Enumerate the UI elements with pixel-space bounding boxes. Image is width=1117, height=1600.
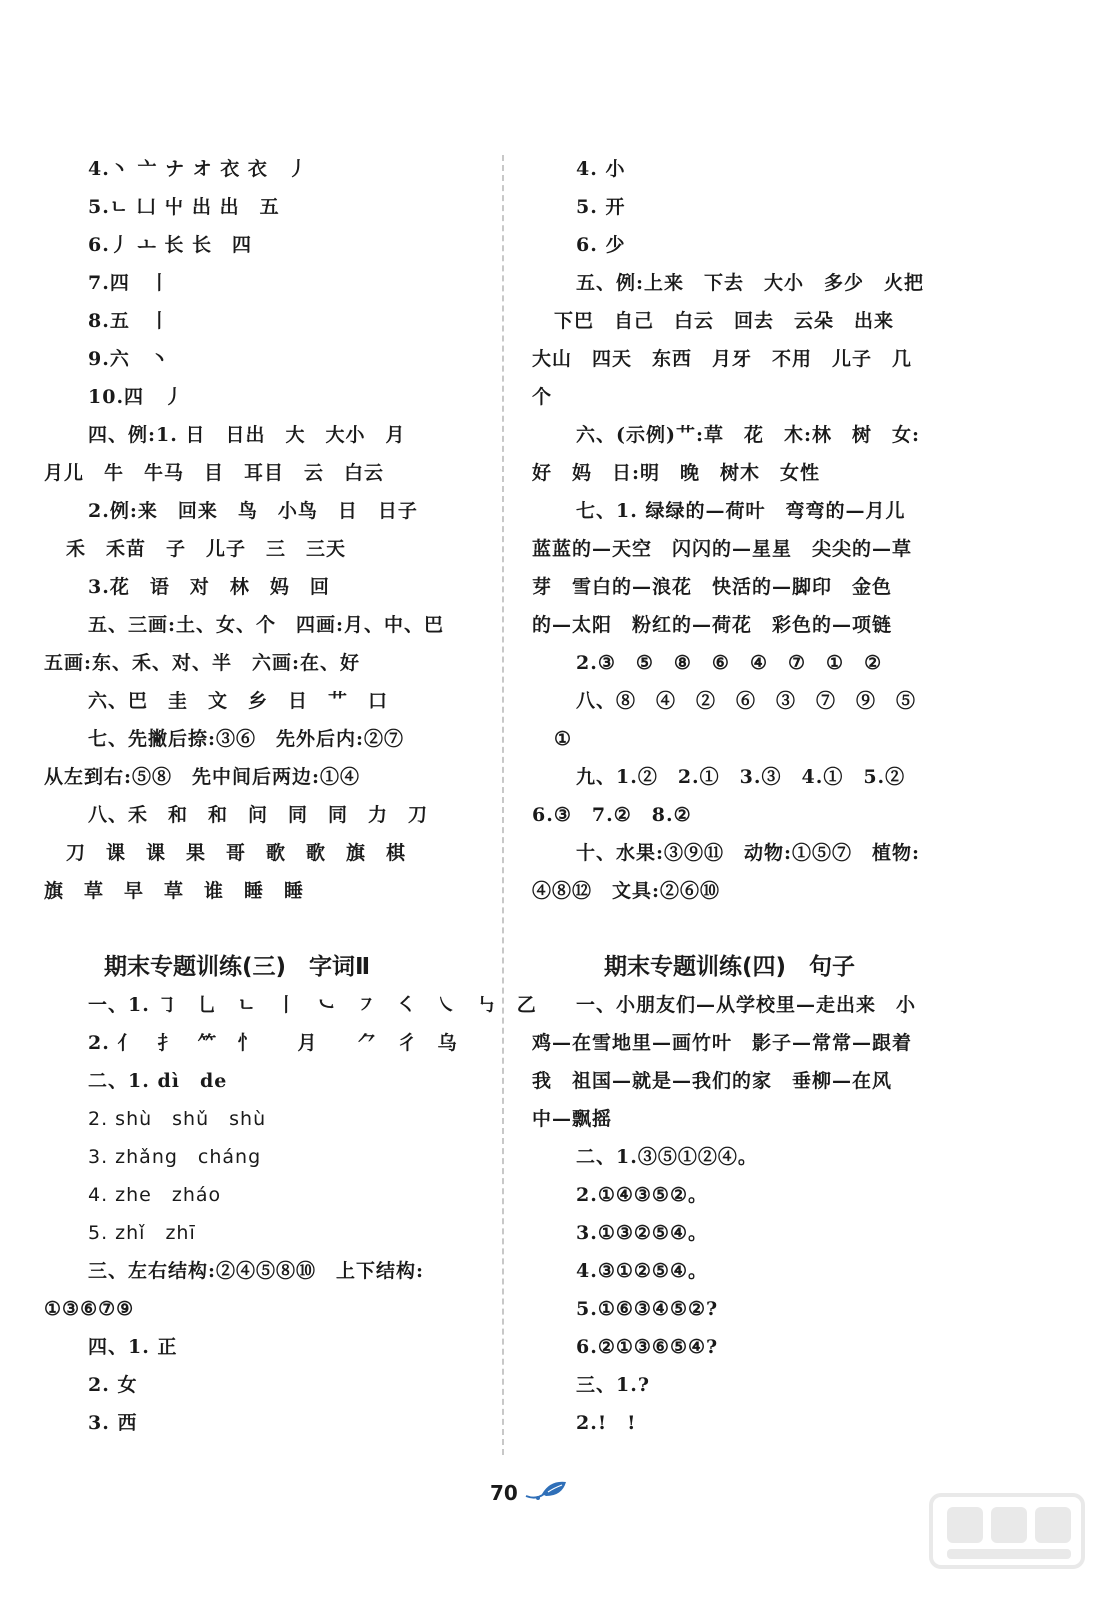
- section-heading: 期末专题训练(三) 字词Ⅱ: [104, 954, 371, 980]
- answer-line: 三、左右结构:②④⑤⑧⑩ 上下结构:: [88, 1260, 425, 1282]
- answer-line: 2.! !: [576, 1412, 637, 1434]
- answer-line: 6.③ 7.② 8.②: [532, 804, 692, 826]
- answer-line: 7.四 丨: [88, 272, 170, 294]
- answer-line: 6.丿 ㅗ 长 长 四: [88, 234, 253, 256]
- answer-line: 二、1.③⑤①②④。: [576, 1146, 758, 1168]
- answer-line: 月儿 牛 牛马 目 耳目 云 白云: [44, 462, 385, 484]
- answer-line: 10.四 丿: [88, 386, 185, 408]
- answer-line: 5.ㄴ 凵 屮 出 出 五: [88, 196, 280, 218]
- answer-line: 5.①⑥③④⑤②?: [576, 1298, 719, 1320]
- page-number: 70: [490, 1481, 518, 1505]
- leaf-icon: [524, 1478, 570, 1508]
- section-heading: 期末专题训练(四) 句子: [604, 954, 856, 980]
- answer-line: 大山 四天 东西 月牙 不用 儿子 几: [532, 348, 913, 370]
- answer-line: 旗 草 早 草 谁 睡 睡: [44, 880, 305, 902]
- answer-line: 个: [532, 386, 553, 408]
- section-gap: [44, 910, 484, 948]
- answer-line: 我 祖国—就是—我们的家 垂柳—在风: [532, 1070, 893, 1092]
- answer-line: 九、1.② 2.① 3.③ 4.① 5.②: [576, 766, 906, 788]
- answer-line: 从左到右:⑤⑧ 先中间后两边:①④: [44, 766, 361, 788]
- answer-line: 六、巴 圭 文 乡 日 艹 口: [88, 690, 389, 712]
- section-gap: [532, 910, 972, 948]
- left-bottom-block: [44, 986, 537, 1442]
- answer-line: 2. shù shǔ shù: [88, 1108, 267, 1130]
- answer-line: 禾 禾苗 子 儿子 三 三天: [66, 538, 347, 560]
- answer-line: 4. 小: [576, 158, 626, 180]
- answer-line: 4.③①②⑤④。: [576, 1260, 709, 1282]
- watermark-logo-icon: [927, 1491, 1087, 1575]
- answer-line: 八、⑧ ④ ② ⑥ ③ ⑦ ⑨ ⑤: [576, 690, 917, 712]
- answer-line: 下巴 自己 白云 回去 云朵 出来: [554, 310, 895, 332]
- left-top-block: [44, 150, 484, 910]
- answer-line: 蓝蓝的—天空 闪闪的—星星 尖尖的—草: [532, 538, 913, 560]
- answer-line: 6. 少: [576, 234, 626, 256]
- answer-line: 2.③ ⑤ ⑧ ⑥ ④ ⑦ ① ②: [576, 652, 883, 674]
- answer-line: 的—太阳 粉红的—荷花 彩色的—项链: [532, 614, 893, 636]
- answer-line: 2.例:来 回来 鸟 小鸟 日 日子: [88, 500, 418, 522]
- right-bottom-block: [532, 986, 972, 1442]
- answer-line: 8.五 丨: [88, 310, 170, 332]
- answer-line: 3. zhǎng cháng: [88, 1146, 262, 1168]
- answer-line: 鸡—在雪地里—画竹叶 影子—常常—跟着: [532, 1032, 913, 1054]
- answer-line: 中—飘摇: [532, 1108, 613, 1130]
- answer-line: 七、先撇后捺:③⑥ 先外后内:②⑦: [88, 728, 405, 750]
- answer-line: 5. 开: [576, 196, 626, 218]
- answer-line: 2.①④③⑤②。: [576, 1184, 709, 1206]
- answer-line: 五、例:上来 下去 大小 多少 火把: [576, 272, 925, 294]
- answer-line: ①③⑥⑦⑨: [44, 1298, 135, 1320]
- answer-line: 五画:东、禾、对、半 六画:在、好: [44, 652, 361, 674]
- answer-line: 四、例:1. 日 日出 大 大小 月: [88, 424, 406, 446]
- answer-line: 2. 亻 扌 ⺮ 忄 月 ⺈ 彳 乌: [88, 1032, 458, 1054]
- answer-line: 七、1. 绿绿的—荷叶 弯弯的—月儿: [576, 500, 906, 522]
- answer-line: 一、小朋友们—从学校里—走出来 小: [576, 994, 917, 1016]
- answer-line: ④⑧⑫ 文具:②⑥⑩: [532, 880, 721, 902]
- answer-line: 一、1. ㇆ 乚 ㄴ 丨 ㇃ ㇇ ㇛ ㇏ ㇉ 乙: [88, 994, 537, 1016]
- answer-line: ①: [554, 728, 573, 750]
- answer-line: 2. 女: [88, 1374, 138, 1396]
- answer-line: 八、禾 和 和 问 同 同 力 刀: [88, 804, 429, 826]
- column-divider: [502, 155, 504, 1455]
- answer-line: 四、1. 正: [88, 1336, 178, 1358]
- answer-line: 刀 课 课 果 哥 歌 歌 旗 棋: [66, 842, 407, 864]
- answer-line: 9.六 丶: [88, 348, 170, 370]
- answer-line: 十、水果:③⑨⑪ 动物:①⑤⑦ 植物:: [576, 842, 921, 864]
- answer-line: 5. zhǐ zhī: [88, 1222, 196, 1244]
- answer-line: 五、三画:土、女、个 四画:月、中、巴: [88, 614, 445, 636]
- answer-line: 3.①③②⑤④。: [576, 1222, 709, 1244]
- answer-line: 三、1.?: [576, 1374, 650, 1396]
- answer-line: 3. 西: [88, 1412, 138, 1434]
- right-top-block: [532, 150, 972, 910]
- right-column: [532, 150, 972, 1442]
- answer-line: 4. zhe zháo: [88, 1184, 222, 1206]
- page-footer: [490, 1478, 570, 1508]
- left-column: [44, 150, 537, 1442]
- answer-line: 6.②①③⑥⑤④?: [576, 1336, 719, 1358]
- answer-line: 二、1. dì de: [88, 1070, 228, 1092]
- answer-line: 3.花 语 对 林 妈 回: [88, 576, 330, 598]
- answer-line: 芽 雪白的—浪花 快活的—脚印 金色: [532, 576, 893, 598]
- answer-line: 好 妈 日:明 晚 树木 女性: [532, 462, 821, 484]
- answer-line: 六、(示例)艹:草 花 木:林 树 女:: [576, 424, 921, 446]
- answer-line: 4.丶 亠 ナ オ 衣 衣 丿: [88, 158, 308, 180]
